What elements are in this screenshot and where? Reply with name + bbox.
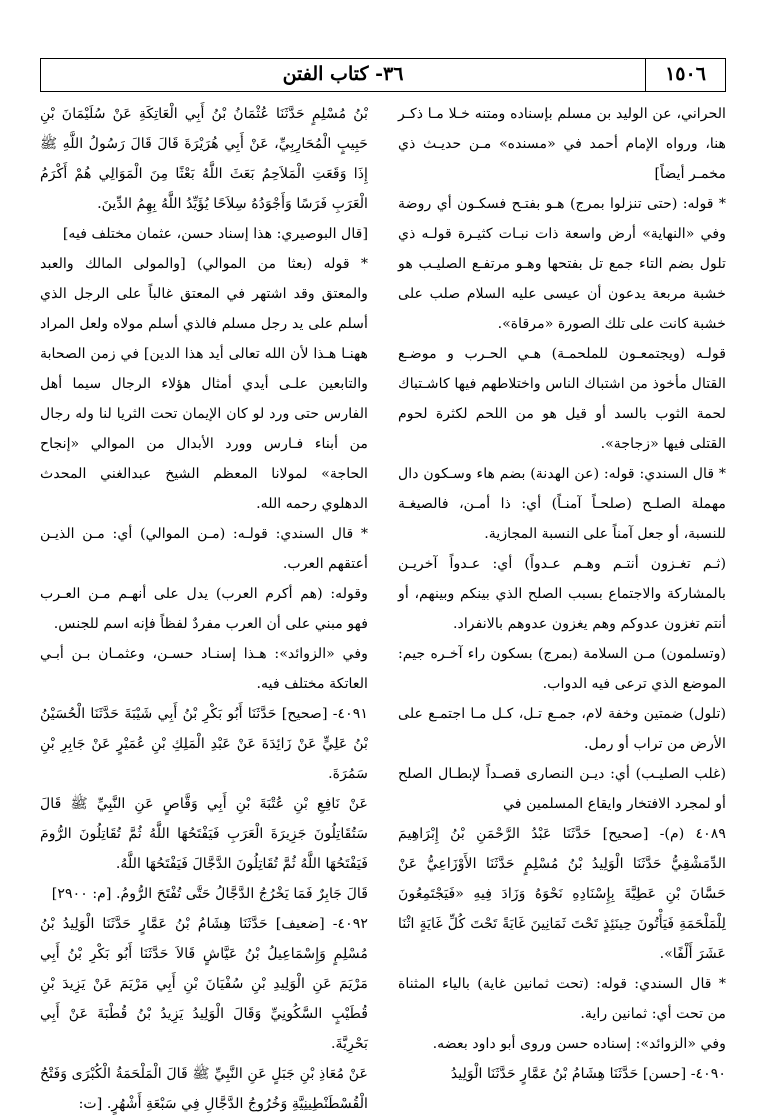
- paragraph: وفي «الزوائد»: إسناده حسن وروى أبو داود بعضه.: [432, 1036, 726, 1052]
- paragraph: * قوله: (حتى تنزلوا بمرج) هـو بفتـح فسكـون أي روضة وفي «النهاية» أرض واسعة ذات نبـات كثيـرة قولـه ذي تلول بضم التاء جمع تل بفتحها وهـو مرتفـع الصليـب هو خشبة مربعة يدعون أن عيسى عليه السلام صلب على خشبة كانت على تلك الصورة «مرقاة».: [398, 196, 726, 332]
- page-number: ١٥٠٦: [645, 59, 725, 91]
- paragraph: (غلب الصليـب) أي: ديـن النصارى قصـداً لإبطـال الصلح أو لمجرد الافتخار وايقاع المسلمين في: [398, 766, 726, 812]
- hadith-4091-matn: عَنْ نَافِعِ بْنِ عُتْبَةَ بْنِ أَبِي وَقَّاصٍ عَنِ النَّبِيِّ ﷺ قَالَ سَتُقَاتِلُونَ جَزِيرَةَ الْعَرَبِ فَيَفْتَحُهَا اللَّهُ ثُمَّ تُقَاتِلُونَ الرُّومَ فَيَفْتَحُهَا اللَّهُ ثُمَّ تُقَاتِلُونَ الدَّجَّالَ فَيَفْتَحُهَا اللَّهُ.: [40, 796, 368, 872]
- paragraph: (وتسلمون) مـن السلامة (بمرج) بسكون راء آخـره جيم: الموضع الذي ترعى فيه الدواب.: [398, 646, 726, 692]
- paragraph: * قال السندي: قوله: (عن الهدنة) بضم هاء وسـكون دال مهملة الصلـح (صلحـاً آمنـاً) أي: ذا أمـن، فالصيغـة للنسبة، أو جعل آمناً على النسبة المجازية.: [398, 466, 726, 542]
- paragraph: وفي «الزوائد»: هـذا إسنـاد حسـن، وعثمـان بـن أبـي العاتكة مختلف فيه.: [40, 646, 368, 692]
- hadith-4089: ٤٠٨٩ (م)- [صحيح] حَدَّثَنَا عَبْدُ الرَّحْمَنِ بْنُ إِبْرَاهِيمَ الدِّمَشْقِيُّ حَدَّثَنَا الْوَلِيدُ بْنُ مُسْلِمٍ حَدَّثَنَا الأَوْزَاعِيُّ عَنْ حَسَّانَ بْنِ عَطِيَّةَ بِإِسْنَادِهِ نَحْوَهُ وَزَادَ فِيهِ «فَيَجْتَمِعُونَ لِلْمَلْحَمَةِ فَيَأْتُونَ حِينَئِذٍ تَحْتَ ثَمَانِينَ غَايَةً تَحْتَ كُلِّ غَايَةٍ اثْنَا عَشَرَ أَلْفًا».: [398, 826, 726, 962]
- hadith-4090-cont: بْنُ مُسْلِمٍ حَدَّثَنَا عُثْمَانُ بْنُ أَبِي الْعَاتِكَةِ عَنْ سُلَيْمَانَ بْنِ حَبِيبٍ الْمُحَارِبِيِّ، عَنْ أَبِي هُرَيْرَةَ قَالَ قَالَ رَسُولُ اللَّهِ ﷺ إِذَا وَقَعَتِ الْمَلاَحِمُ بَعَثَ اللَّهُ بَعْثًا مِنَ الْمَوَالِي هُمْ أَكْرَمُ الْعَرَبِ فَرَسًا وَأَجْوَدُهُ سِلاَحًا يُؤَيِّدُ اللَّهُ بِهِمُ الدِّينَ.: [40, 106, 368, 212]
- paragraph: [قال البوصيري: هذا إسناد حسن، عثمان مختلف فيه]: [62, 226, 368, 242]
- right-column: [398, 99, 726, 1089]
- hadith-4091: ٤٠٩١- [صحيح] حَدَّثَنَا أَبُو بَكْرِ بْنُ أَبِي شَيْبَةَ حَدَّثَنَا الْحُسَيْنُ بْنُ عَلِيٍّ عَنْ زَائِدَةَ عَنْ عَبْدِ الْمَلِكِ بْنِ عُمَيْرٍ عَنْ جَابِرِ بْنِ سَمُرَةَ.: [40, 706, 368, 782]
- hadith-4091-jabir: قَالَ جَابِرٌ فَمَا يَخْرُجُ الدَّجَّالُ حَتَّى تُفْتَحَ الرُّومُ. [م: ٢٩٠٠]: [51, 886, 368, 902]
- hadith-4090: ٤٠٩٠- [حسن] حَدَّثَنَا هِشَامُ بْنُ عَمَّارٍ حَدَّثَنَا الْوَلِيدُ: [450, 1066, 726, 1082]
- paragraph: * قال السندي: قولـه: (مـن الموالي) أي: مـن الذيـن أعتقهم العرب.: [40, 526, 368, 572]
- paragraph: قولـه (ويجتمعـون للملحمـة) هـي الحـرب و موضـع القتال مأخوذ من اشتباك الناس واختلاطهم فيها كاشـتباك لحمة الثوب بالسد أو قيل هو من اللحم لكثرة لحوم القتلى فيها «زجاجة».: [398, 346, 726, 452]
- paragraph: وقوله: (هم أكرم العرب) يدل على أنهـم مـن العـرب فهو مبني على أن العرب مفردٌ لفظاً فإنه اسم للجنس.: [40, 586, 368, 632]
- hadith-4092-matn: عَنْ مُعَاذِ بْنِ جَبَلٍ عَنِ النَّبِيِّ ﷺ قَالَ الْمَلْحَمَةُ الْكُبْرَى وَفَتْحُ الْقُسْطَنْطِينِيَّةِ وَخُرُوجُ الدَّجَّالِ فِي سَبْعَةِ أَشْهُرٍ. [ت:: [40, 1066, 368, 1112]
- chapter-title: ٣٦- كتاب الفتن: [282, 63, 404, 85]
- page-header: [40, 58, 726, 92]
- paragraph: (تلول) ضمتين وخفة لام، جمـع تـل، كـل مـا اجتمـع على الأرض من تراب أو رمل.: [398, 706, 726, 752]
- paragraph: * قوله (بعثا من الموالي) [والمولى المالك والعبد والمعتق وقد اشتهر في المعتق غالباً على الرجل الذي أسلم على يد رجل مسلم فالذي أسلم مولاه ولعل المراد ههنـا هـذا لأن الله تعالى أيد هذا الدين] في زمن الصحابة والتابعين علـى أيدي أمثال هؤلاء الرجال سيما أهل الفارس حتى ورد لو كان الإيمان تحت الثريا لنا وله رجال من أبناء فـارس وورد الأبدال من الموالي «إنجاح الحاجة» لمولانا المعظم الشيخ عبدالغني المحدث الدهلوي رحمه الله.: [40, 256, 368, 512]
- paragraph: * قال السندي: قوله: (تحت ثمانين غاية) بالياء المثناة من تحت أي: ثمانين راية.: [398, 976, 726, 1022]
- hadith-4092: ٤٠٩٢- [ضعيف] حَدَّثَنَا هِشَامُ بْنُ عَمَّارٍ حَدَّثَنَا الْوَلِيدُ بْنُ مُسْلِمٍ وَإِسْمَاعِيلُ بْنُ عَيَّاشٍ قَالاَ حَدَّثَنَا أَبُو بَكْرِ بْنُ أَبِي مَرْيَمَ عَنِ الْوَلِيدِ بْنِ سُفْيَانَ بْنِ أَبِي مَرْيَمَ عَنْ يَزِيدَ بْنِ قُطَيْبٍ السَّكُونِيِّ وَقَالَ الْوَلِيدُ يَزِيدُ بْنُ قُطْبَةَ عَنْ أَبِي بَحْرِيَّةَ.: [40, 916, 368, 1052]
- paragraph: الحراني، عن الوليد بن مسلم بإسناده ومتنه خـلا مـا ذكـر هنا، ورواه الإمام أحمد في «مسنده» مـن حديـث ذي مخمـر أيضاً]: [398, 106, 726, 182]
- left-column: [40, 99, 368, 1119]
- paragraph: (ثـم تغـزون أنتـم وهـم عـدواً) أي: عـدواً آخريـن بالمشاركة والاجتماع بسبب الصلح الذي بينكم وبينهم، أو أنتم تغزون عدوكم وهم يغزون عدوهم بالانفراد.: [398, 556, 726, 632]
